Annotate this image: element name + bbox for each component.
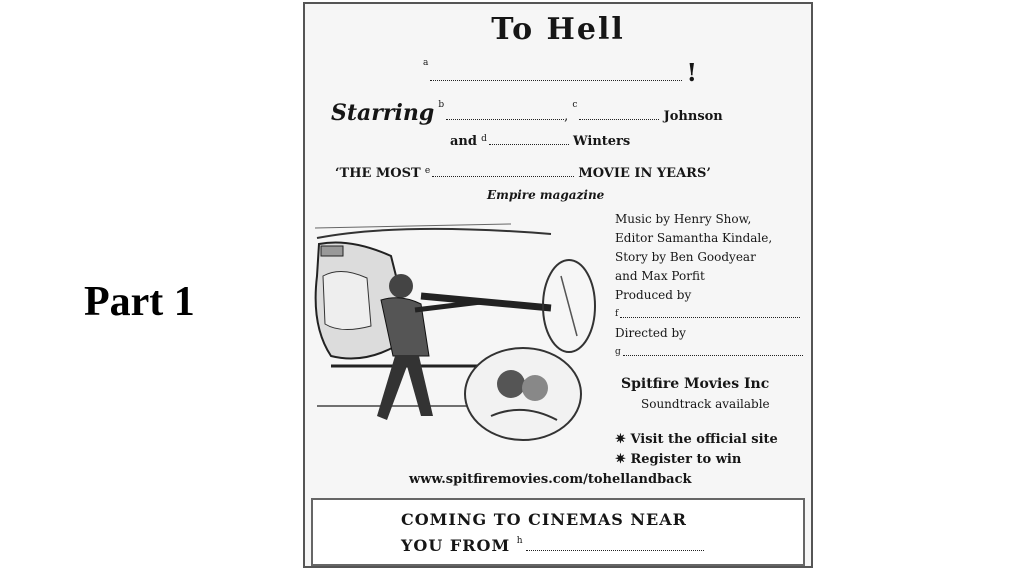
company-name: Spitfire Movies Inc [621, 376, 770, 392]
gap-letter-b: b [438, 100, 445, 110]
helicopter-illustration [311, 216, 597, 448]
blank-f-line [615, 305, 805, 324]
exclamation-mark: ! [686, 58, 698, 87]
credit-line: Story by Ben Goodyear [615, 250, 756, 264]
blank-d [489, 144, 569, 145]
blank-e [432, 176, 574, 177]
movie-poster [303, 2, 813, 568]
website-url: www.spitfiremovies.com/tohellandback [409, 472, 692, 487]
and-line [450, 134, 630, 149]
cinema-banner [311, 498, 805, 566]
bullet-visit [615, 432, 778, 447]
gap-letter-e: e [424, 166, 431, 176]
and-word: and [450, 134, 477, 149]
gap-letter-g: g [615, 347, 621, 357]
blank-g-line [615, 343, 805, 362]
bullet-text: Visit the official site [630, 432, 778, 447]
bullet-register [615, 452, 741, 467]
quote-line [335, 166, 711, 181]
blank-c [579, 119, 659, 120]
bullet-text: Register to win [630, 452, 742, 467]
asterisk-icon: ✷ [615, 452, 626, 467]
quote-start: ‘THE MOST [335, 166, 421, 181]
blank-h [526, 550, 704, 551]
directed-by: Directed by [615, 326, 686, 340]
starring-line: Starring $^b$, $^c$ Johnson [331, 100, 723, 126]
gap-letter-d: d [481, 134, 487, 144]
blank-a-line [423, 58, 697, 87]
credits-block [615, 210, 805, 362]
gap-letter-c: c [572, 100, 578, 110]
cinema-line-1: COMING TO CINEMAS NEAR [401, 510, 687, 529]
surname-johnson: Johnson [663, 109, 723, 124]
starring-word: Starring [331, 100, 435, 126]
gap-letter-f: f [615, 309, 619, 319]
credit-line: Editor Samantha Kindale, [615, 231, 773, 245]
poster-title: To Hell [491, 12, 625, 47]
quote-source: Empire magazine [487, 188, 605, 202]
blank-b [446, 119, 564, 120]
gap-letter-a: a [423, 58, 429, 68]
blank-g [623, 355, 803, 356]
asterisk-icon: ✷ [615, 432, 626, 447]
credit-line: Music by Henry Show, [615, 212, 752, 226]
cinema-you-from: YOU FROM [401, 536, 511, 555]
blank-f [620, 317, 800, 318]
gap-letter-h: h [516, 536, 524, 546]
credit-line: Produced by [615, 288, 692, 302]
soundtrack-note: Soundtrack available [641, 397, 770, 411]
quote-end: MOVIE IN YEARS’ [578, 166, 711, 181]
cinema-line-2 [401, 536, 704, 555]
blank-a [430, 80, 682, 81]
surname-winters: Winters [573, 134, 631, 149]
credit-line: and Max Porfit [615, 269, 705, 283]
slide-label: Part 1 [84, 279, 195, 325]
